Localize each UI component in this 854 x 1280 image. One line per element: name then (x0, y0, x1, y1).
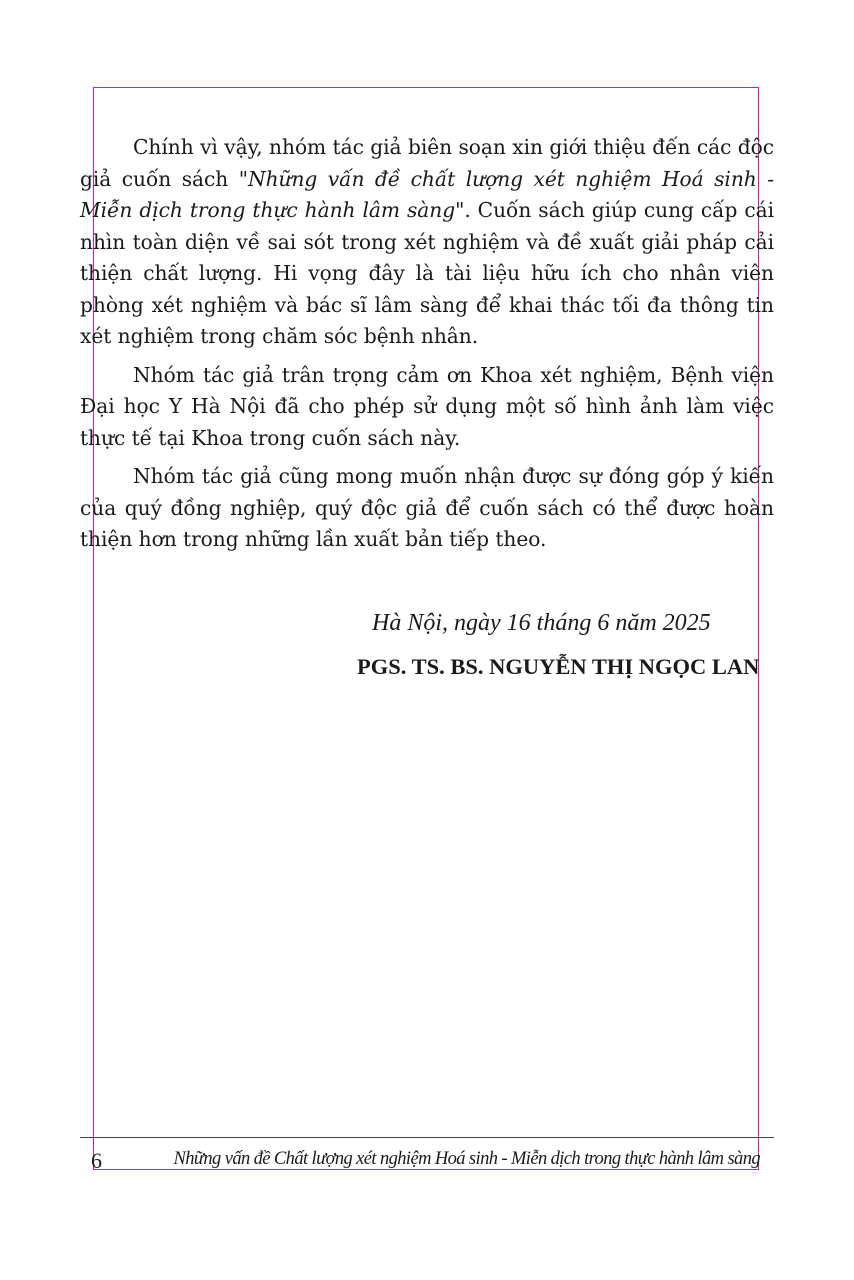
footer-divider (80, 1137, 774, 1138)
page-number: 6 (91, 1148, 102, 1173)
paragraph-feedback: Nhóm tác giả cũng mong muốn nhận được sự đóng góp ý kiến của quý đồng nghiệp, quý độc giả để cuốn sách có thể được hoàn thiện hơn trong những lần xuất bản tiếp theo. (80, 464, 774, 551)
date-line: Hà Nội, ngày 16 tháng 6 năm 2025 (372, 610, 711, 636)
paragraph-introduction (80, 132, 774, 353)
running-footer-title: Những vấn đề Chất lượng xét nghiệm Hoá sinh - Miễn dịch trong thực hành lâm sàng (173, 1149, 760, 1169)
book-title-italic: Những vấn đề chất lượng xét nghiệm Hoá sinh - Miễn dịch trong thực hành lâm sàng (80, 166, 774, 222)
paragraph-introduction-rest: ". Cuốn sách giúp cung cấp cái nhìn toàn diện về sai sót trong xét nghiệm và đề xuất giải pháp cải thiện chất lượng. Hi vọng đây là tài liệu hữu ích cho nhân viên phòng xét nghiệm và bác sĩ lâm sàng để khai thác tối đa thông tin xét nghiệm trong chăm sóc bệnh nhân. (80, 198, 774, 348)
body-text (80, 132, 774, 563)
author-signature: PGS. TS. BS. NGUYỄN THỊ NGỌC LAN (357, 654, 760, 679)
paragraph-introduction-lead: Chính vì vậy, nhóm tác giả biên soạn xin giới thiệu đến các độc giả cuốn sách " (80, 135, 774, 191)
paragraph-acknowledgement: Nhóm tác giả trân trọng cảm ơn Khoa xét nghiệm, Bệnh viện Đại học Y Hà Nội đã cho phép sử dụng một số hình ảnh làm việc thực tế tại Khoa trong cuốn sách này. (80, 362, 774, 450)
